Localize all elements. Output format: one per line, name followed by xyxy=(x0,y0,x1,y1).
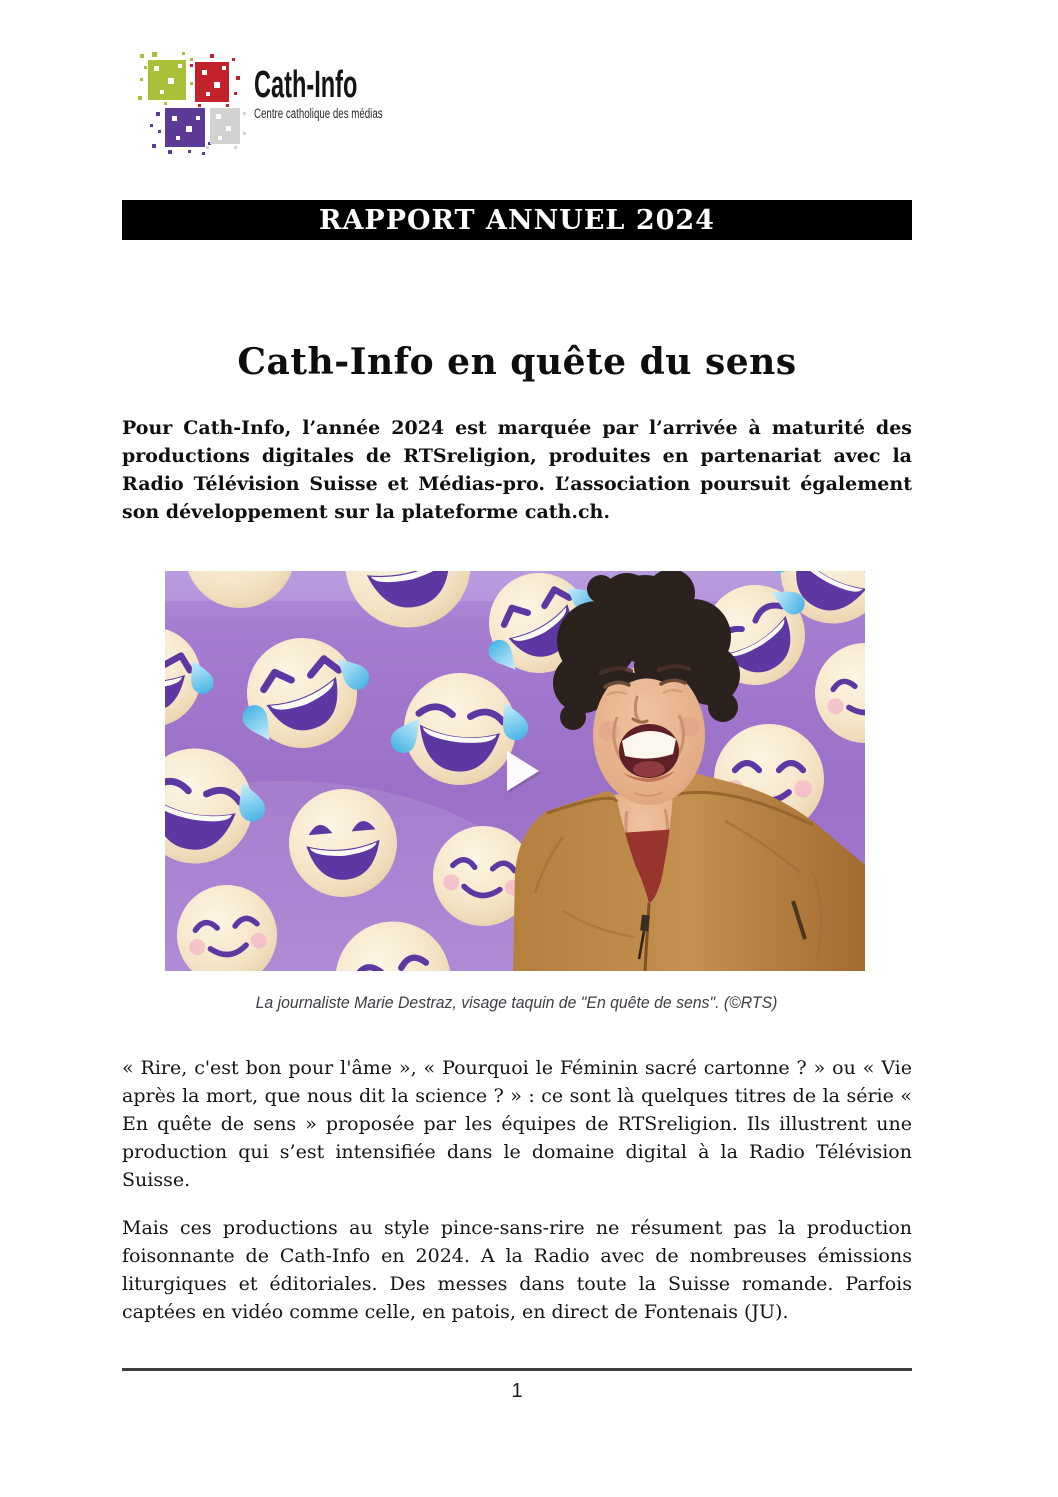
banner-title: RAPPORT ANNUEL 2024 xyxy=(319,204,715,236)
report-banner xyxy=(122,200,912,240)
video-thumbnail[interactable] xyxy=(165,571,865,971)
logo-text xyxy=(254,52,433,122)
figure-caption-text: La journaliste Marie Destraz, visage taquin de "En quête de sens". (©RTS) xyxy=(256,993,778,1012)
body-paragraph-2: Mais ces productions au style pince-sans-rire ne résument pas la production foisonnante de Cath-Info en 2024. A la Radio avec de nombreuses émissions liturgiques et éditoriales. Des messes dans toute la Suisse romande. Parfois captées en vidéo comme celle, en patois, en direct de Fontenais (JU). xyxy=(122,1217,912,1323)
figure-caption xyxy=(122,993,912,1013)
cath-info-logo xyxy=(138,52,433,158)
footer-divider xyxy=(122,1368,912,1371)
logo-tagline: Centre catholique des médias xyxy=(254,106,383,121)
body-paragraph-1: « Rire, c'est bon pour l'âme », « Pourquoi le Féminin sacré cartonne ? » ou « Vie après la mort, que nous dit la science ? » : ce sont là quelques titres de la série « En quête de sens » proposée par les équipes de RTSreligion. Ils illustrent une production qui s’est intensifiée dans le domaine digital à la Radio Télévision Suisse. xyxy=(122,1057,912,1191)
video-thumbnail-art xyxy=(165,571,865,971)
article-body xyxy=(122,1054,912,1346)
page-number: 1 xyxy=(511,1380,523,1402)
article-title: Cath-Info en quête du sens xyxy=(237,341,797,383)
logo-pixel-mark xyxy=(138,52,248,158)
logo-wordmark: Cath-Info xyxy=(254,64,358,106)
lead-paragraph: Pour Cath-Info, l’année 2024 est marquée par l’arrivée à maturité des productions digitales de RTSreligion, produites en partenariat avec la Radio Télévision Suisse et Médias-pro. L’association poursuit également son développement sur la plateforme cath.ch. xyxy=(122,417,912,523)
